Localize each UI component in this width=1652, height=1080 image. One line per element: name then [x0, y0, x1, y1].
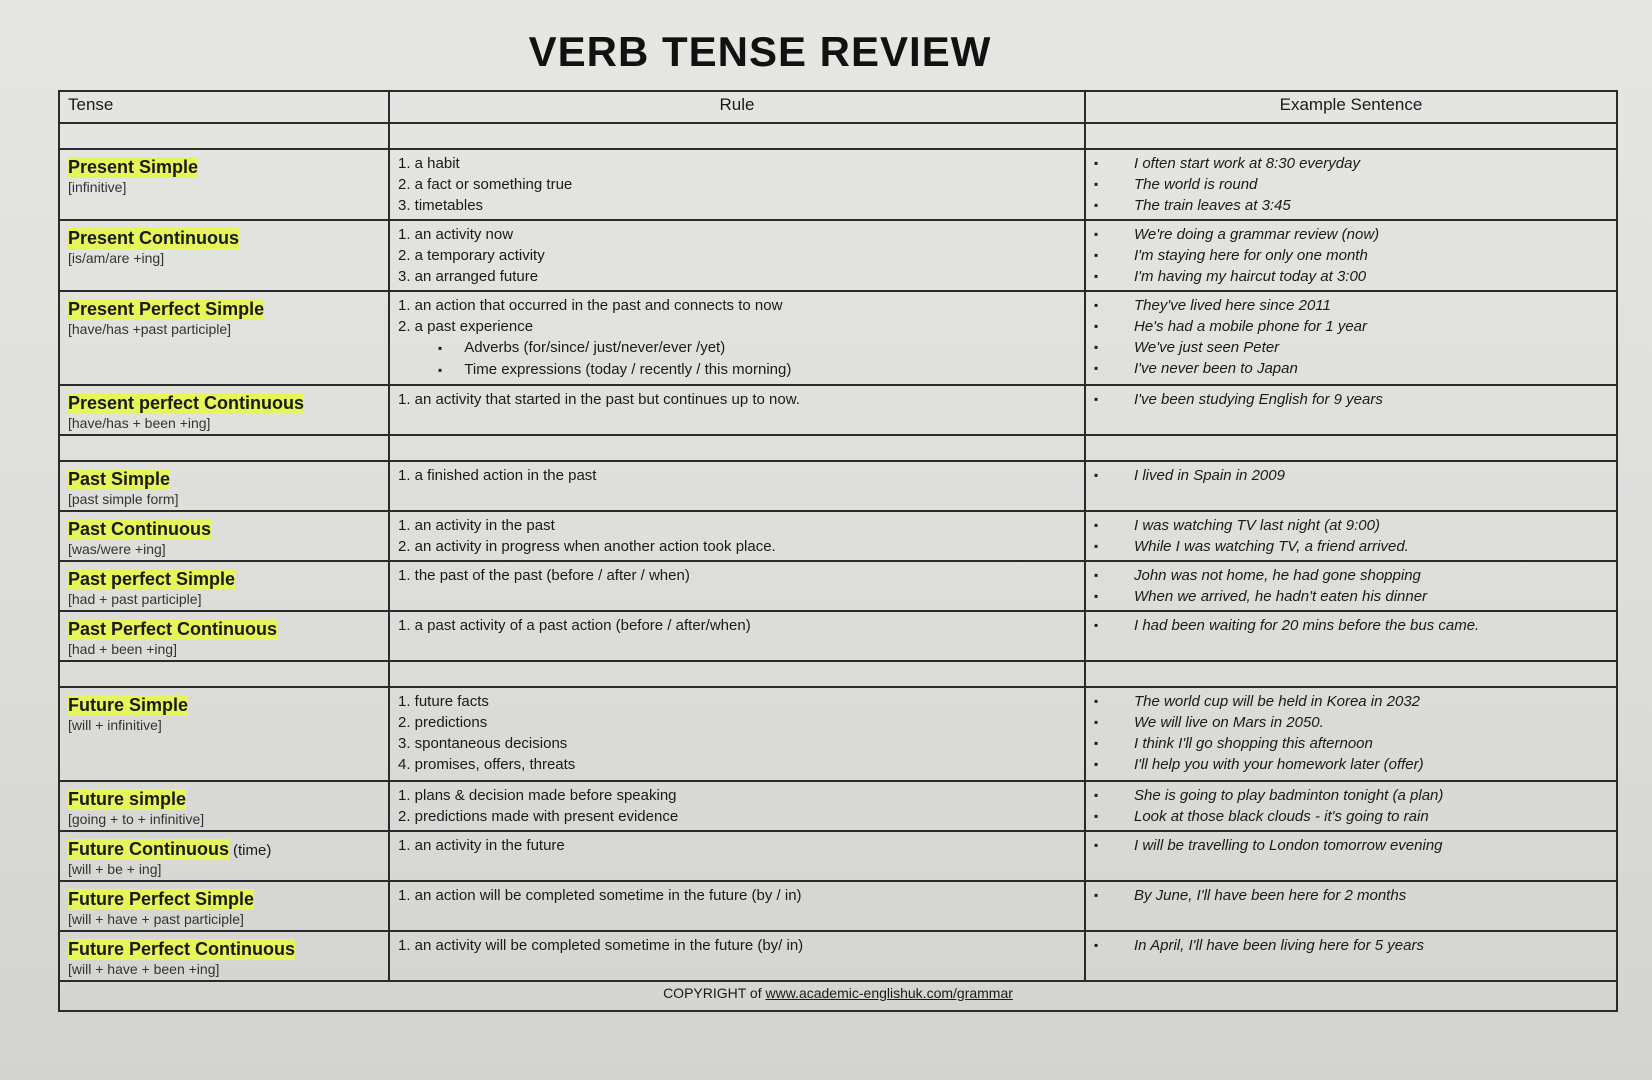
- example-sentence: ▪ I had been waiting for 20 mins before the bus came.: [1094, 615, 1608, 636]
- tense-name: Present perfect Continuous: [68, 393, 305, 413]
- example-cell: [1085, 461, 1617, 511]
- rule-cell: [389, 149, 1085, 220]
- tense-table: [58, 90, 1618, 1012]
- example-cell: [1085, 781, 1617, 831]
- tense-name-suffix: (time): [232, 842, 272, 859]
- example-sentence: ▪ I lived in Spain in 2009: [1094, 465, 1608, 486]
- tense-form: [was/were +ing]: [68, 541, 166, 557]
- tense-name: Past Simple: [68, 469, 171, 489]
- rule-item: 2. a past experience: [398, 318, 534, 335]
- rule-cell: [389, 881, 1085, 931]
- example-cell: [1085, 561, 1617, 611]
- tense-cell: [59, 220, 389, 291]
- tense-row: [59, 385, 1617, 435]
- rule-item: 1. future facts: [398, 693, 489, 710]
- example-sentence: ▪ When we arrived, he hadn't eaten his dinner: [1094, 586, 1608, 607]
- rule-cell: [389, 931, 1085, 981]
- example-sentence: ▪ The world cup will be held in Korea in 2032: [1094, 691, 1608, 712]
- tense-cell: [59, 831, 389, 881]
- rule-cell: [389, 687, 1085, 781]
- rule-subitem: ▪ Time expressions (today / recently / this morning): [398, 359, 1076, 381]
- example-sentence: ▪ I'm having my haircut today at 3:00: [1094, 266, 1608, 287]
- header-example: Example Sentence: [1085, 91, 1617, 123]
- example-cell: [1085, 931, 1617, 981]
- tense-name: Future Continuous: [68, 839, 229, 859]
- tense-row: [59, 149, 1617, 220]
- tense-form: [will + be + ing]: [68, 861, 162, 877]
- example-sentence: ▪ He's had a mobile phone for 1 year: [1094, 316, 1608, 337]
- rule-cell: [389, 611, 1085, 661]
- example-sentence: ▪ We're doing a grammar review (now): [1094, 224, 1608, 245]
- header-rule: Rule: [389, 91, 1085, 123]
- example-sentence: ▪ While I was watching TV, a friend arrived.: [1094, 536, 1608, 557]
- tense-cell: [59, 561, 389, 611]
- example-cell: [1085, 291, 1617, 385]
- example-cell: [1085, 831, 1617, 881]
- example-sentence: ▪ I will be travelling to London tomorrow evening: [1094, 835, 1608, 856]
- tense-cell: [59, 687, 389, 781]
- example-cell: [1085, 220, 1617, 291]
- rule-item: 1. a past activity of a past action (before / after/when): [398, 617, 751, 634]
- rule-item: 1. an activity that started in the past but continues up to now.: [398, 391, 800, 408]
- example-sentence: ▪ In April, I'll have been living here for 5 years: [1094, 935, 1608, 956]
- example-sentence: ▪ I'll help you with your homework later (offer): [1094, 754, 1608, 775]
- tense-form: [have/has + been +ing]: [68, 415, 211, 431]
- example-sentence: ▪ Look at those black clouds - it's going to rain: [1094, 806, 1608, 827]
- example-sentence: ▪ John was not home, he had gone shopping: [1094, 565, 1608, 586]
- tense-cell: [59, 511, 389, 561]
- tense-cell: [59, 781, 389, 831]
- example-sentence: ▪ I was watching TV last night (at 9:00): [1094, 515, 1608, 536]
- rule-item: 2. predictions made with present evidence: [398, 808, 679, 825]
- rule-cell: [389, 385, 1085, 435]
- example-sentence: ▪ The world is round: [1094, 174, 1608, 195]
- example-sentence: ▪ I've been studying English for 9 years: [1094, 389, 1608, 410]
- tense-form: [had + been +ing]: [68, 641, 177, 657]
- example-sentence: ▪ I've never been to Japan: [1094, 358, 1608, 379]
- rule-cell: [389, 220, 1085, 291]
- rule-item: 2. an activity in progress when another action took place.: [398, 538, 776, 555]
- tense-row: [59, 611, 1617, 661]
- example-sentence: ▪ By June, I'll have been here for 2 months: [1094, 885, 1608, 906]
- tense-form: [will + infinitive]: [68, 717, 162, 733]
- tense-cell: [59, 611, 389, 661]
- rule-item: 2. predictions: [398, 714, 488, 731]
- tense-row: [59, 881, 1617, 931]
- rule-item: 1. an activity in the past: [398, 517, 555, 534]
- tense-row: [59, 781, 1617, 831]
- rule-item: 1. a habit: [398, 155, 460, 172]
- example-sentence: ▪ We will live on Mars in 2050.: [1094, 712, 1608, 733]
- tense-name: Past Perfect Continuous: [68, 619, 278, 639]
- rule-item: 1. a finished action in the past: [398, 467, 597, 484]
- rule-item: 4. promises, offers, threats: [398, 756, 576, 773]
- example-sentence: ▪ The train leaves at 3:45: [1094, 195, 1608, 216]
- spacer-row: [59, 661, 1617, 687]
- tense-row: [59, 220, 1617, 291]
- header-tense: Tense: [59, 91, 389, 123]
- rule-cell: [389, 511, 1085, 561]
- rule-item: 3. timetables: [398, 197, 484, 214]
- example-sentence: ▪ I'm staying here for only one month: [1094, 245, 1608, 266]
- tense-cell: [59, 881, 389, 931]
- tense-row: [59, 561, 1617, 611]
- tense-row: [59, 931, 1617, 981]
- copyright: [59, 981, 1617, 1011]
- tense-row: [59, 687, 1617, 781]
- footer-row: [59, 981, 1617, 1011]
- tense-name: Past Continuous: [68, 519, 211, 539]
- tense-row: [59, 291, 1617, 385]
- tense-cell: [59, 149, 389, 220]
- tense-form: [past simple form]: [68, 491, 179, 507]
- tense-cell: [59, 461, 389, 511]
- tense-name: Present Simple: [68, 157, 199, 177]
- rule-item: 3. an arranged future: [398, 268, 539, 285]
- rule-item: 1. an activity will be completed sometime in the future (by/ in): [398, 937, 804, 954]
- rule-item: 1. an activity now: [398, 226, 514, 243]
- tense-name: Past perfect Simple: [68, 569, 236, 589]
- copyright-prefix: COPYRIGHT of: [663, 985, 762, 1001]
- tense-name: Future simple: [68, 789, 187, 809]
- rule-item: 1. plans & decision made before speaking: [398, 787, 677, 804]
- tense-cell: [59, 385, 389, 435]
- tense-form: [have/has +past participle]: [68, 321, 232, 337]
- spacer-row: [59, 435, 1617, 461]
- rule-item: 1. the past of the past (before / after / when): [398, 567, 690, 584]
- rule-cell: [389, 561, 1085, 611]
- table-body: [59, 123, 1617, 981]
- example-sentence: ▪ They've lived here since 2011: [1094, 295, 1608, 316]
- tense-name: Future Perfect Simple: [68, 889, 255, 909]
- tense-name: Future Simple: [68, 695, 189, 715]
- tense-form: [will + have + been +ing]: [68, 961, 220, 977]
- rule-item: 1. an activity in the future: [398, 837, 565, 854]
- example-cell: [1085, 881, 1617, 931]
- tense-cell: [59, 931, 389, 981]
- rule-item: 2. a temporary activity: [398, 247, 545, 264]
- header-row: [59, 91, 1617, 123]
- tense-name: Future Perfect Continuous: [68, 939, 296, 959]
- tense-row: [59, 511, 1617, 561]
- rule-item: 1. an action will be completed sometime in the future (by / in): [398, 887, 802, 904]
- tense-cell: [59, 291, 389, 385]
- example-sentence: ▪ She is going to play badminton tonight (a plan): [1094, 785, 1608, 806]
- example-cell: [1085, 687, 1617, 781]
- rule-cell: [389, 291, 1085, 385]
- example-sentence: ▪ I think I'll go shopping this afternoon: [1094, 733, 1608, 754]
- copyright-link[interactable]: www.academic-englishuk.com/grammar: [765, 985, 1013, 1001]
- tense-name: Present Perfect Simple: [68, 299, 265, 319]
- example-cell: [1085, 611, 1617, 661]
- spacer-row: [59, 123, 1617, 149]
- rule-cell: [389, 781, 1085, 831]
- example-sentence: ▪ I often start work at 8:30 everyday: [1094, 153, 1608, 174]
- rule-item: 2. a fact or something true: [398, 176, 573, 193]
- example-cell: [1085, 511, 1617, 561]
- rule-cell: [389, 461, 1085, 511]
- tense-form: [had + past participle]: [68, 591, 202, 607]
- rule-item: 1. an action that occurred in the past and connects to now: [398, 297, 783, 314]
- tense-form: [will + have + past participle]: [68, 911, 244, 927]
- example-cell: [1085, 149, 1617, 220]
- rule-item: 3. spontaneous decisions: [398, 735, 568, 752]
- tense-name: Present Continuous: [68, 228, 240, 248]
- tense-row: [59, 461, 1617, 511]
- rule-subitem: ▪ Adverbs (for/since/ just/never/ever /yet): [398, 337, 1076, 359]
- rule-cell: [389, 831, 1085, 881]
- tense-form: [going + to + infinitive]: [68, 811, 205, 827]
- tense-form: [is/am/are +ing]: [68, 250, 165, 266]
- example-sentence: ▪ We've just seen Peter: [1094, 337, 1608, 358]
- tense-row: [59, 831, 1617, 881]
- page-title: VERB TENSE REVIEW: [528, 28, 992, 75]
- tense-form: [infinitive]: [68, 179, 127, 195]
- example-cell: [1085, 385, 1617, 435]
